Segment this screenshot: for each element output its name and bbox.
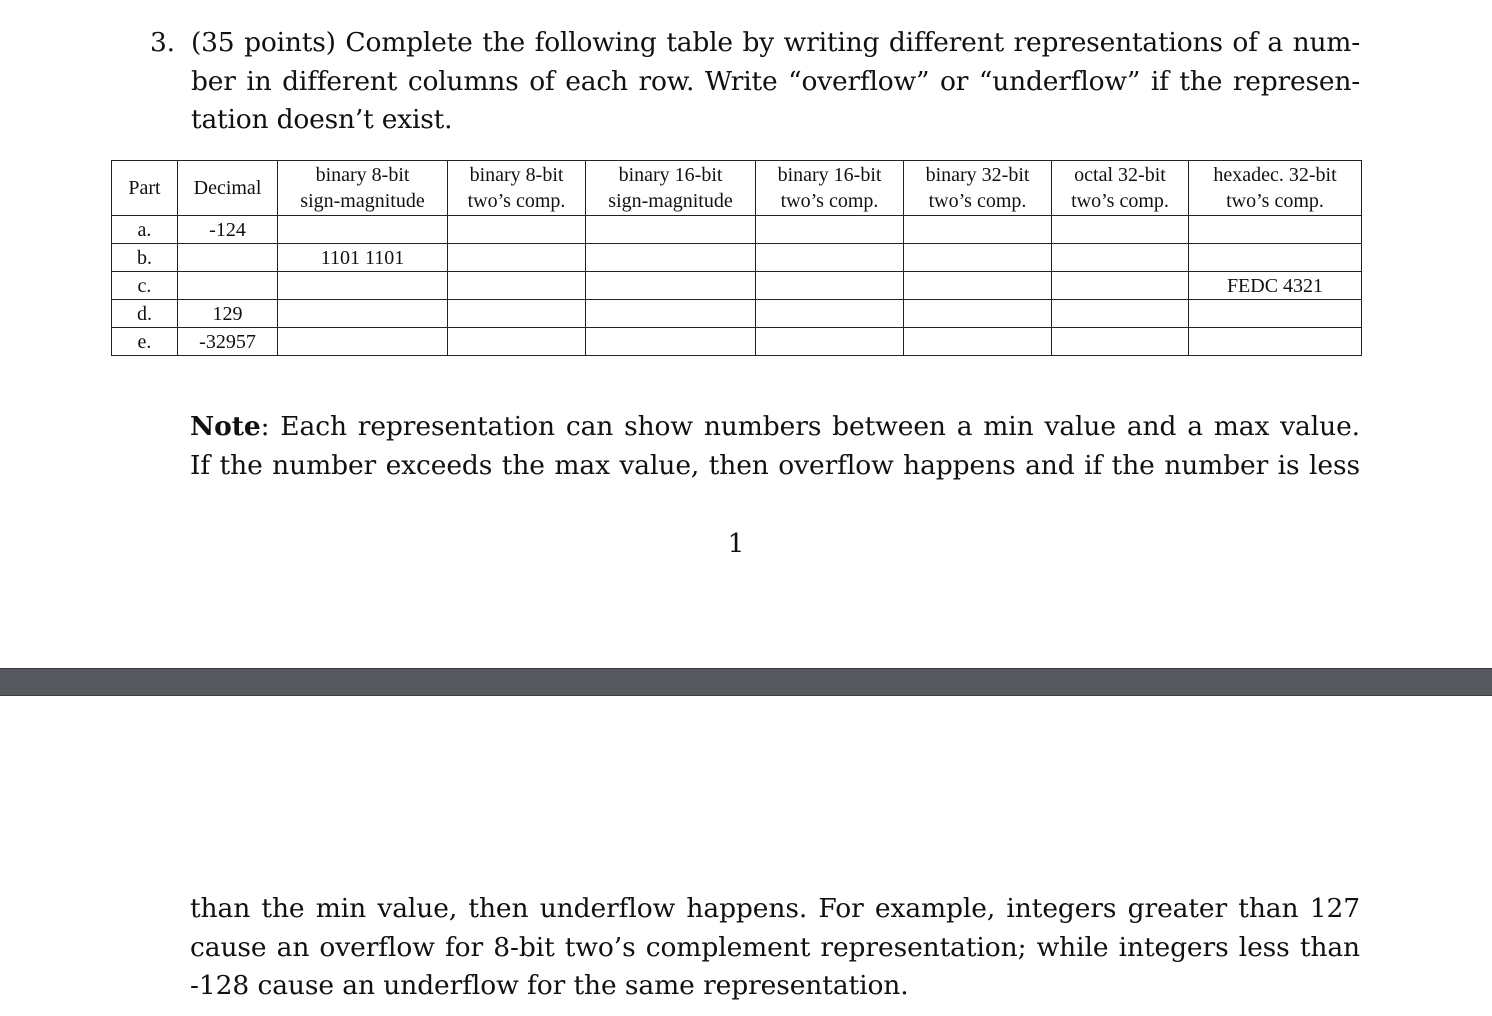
note-text-line-1: : Each representation can show numbers between a min value and a max value. xyxy=(260,411,1360,442)
decimal-cell[interactable]: 129 xyxy=(178,300,278,328)
question-number: 3. xyxy=(150,27,175,58)
note-paragraph xyxy=(190,408,1360,485)
table-header-cell xyxy=(1189,161,1362,216)
representation-cell[interactable] xyxy=(1189,328,1362,356)
representation-cell[interactable] xyxy=(904,272,1052,300)
continued-line-3: -128 cause an underflow for the same representation. xyxy=(190,970,909,1001)
representation-cell[interactable] xyxy=(1189,300,1362,328)
table-row xyxy=(112,216,1362,244)
question-text-line-1: (35 points) Complete the following table by writing different representations of a num- xyxy=(191,27,1360,58)
representation-cell[interactable] xyxy=(904,244,1052,272)
note-text-line-2: If the number exceeds the max value, then overflow happens and if the number is less xyxy=(190,449,1360,481)
part-cell: e. xyxy=(112,328,178,356)
page-2 xyxy=(0,696,1492,1016)
table-body xyxy=(112,216,1362,356)
representation-cell[interactable] xyxy=(1052,244,1189,272)
table-header-line-1: binary 16-bit xyxy=(618,164,723,186)
note-label: Note xyxy=(190,411,261,442)
table-header-line-1: hexadec. 32-bit xyxy=(1213,164,1337,186)
table-header-line-1: binary 8-bit xyxy=(469,164,564,186)
table-row xyxy=(112,300,1362,328)
representation-cell[interactable] xyxy=(448,244,586,272)
table-header-line-1: octal 32-bit xyxy=(1074,164,1166,186)
table-header-line-2: sign-magnitude xyxy=(300,190,425,212)
table-row xyxy=(112,328,1362,356)
table-header-line-2: two’s comp. xyxy=(467,190,566,212)
representation-cell[interactable] xyxy=(1189,244,1362,272)
representation-cell[interactable] xyxy=(904,216,1052,244)
table-header-line-2: two’s comp. xyxy=(780,190,879,212)
part-cell: c. xyxy=(112,272,178,300)
representation-cell[interactable] xyxy=(756,328,904,356)
table-header-line-1: Decimal xyxy=(193,177,262,199)
representation-cell[interactable] xyxy=(448,328,586,356)
representation-cell[interactable] xyxy=(278,272,448,300)
continued-line-2: cause an overflow for 8-bit two’s complement representation; while integers less than xyxy=(190,931,1360,963)
representation-cell[interactable]: 1101 1101 xyxy=(278,244,448,272)
question-text-line-2: ber in different columns of each row. Write “overflow” or “underflow” if the represen- xyxy=(191,65,1360,97)
table-header-cell xyxy=(178,161,278,216)
representation-cell[interactable] xyxy=(448,272,586,300)
table-header-cell xyxy=(112,161,178,216)
continued-paragraph xyxy=(190,890,1360,1006)
representation-cell[interactable] xyxy=(278,300,448,328)
table-header-line-1: Part xyxy=(128,177,161,199)
table-row xyxy=(112,244,1362,272)
representation-table xyxy=(111,160,1362,356)
representation-cell[interactable] xyxy=(904,328,1052,356)
representation-cell[interactable] xyxy=(756,300,904,328)
representation-cell[interactable] xyxy=(1052,272,1189,300)
representation-cell[interactable] xyxy=(756,244,904,272)
table-header-cell xyxy=(1052,161,1189,216)
table-header-line-2: two’s comp. xyxy=(928,190,1027,212)
representation-cell[interactable] xyxy=(278,328,448,356)
decimal-cell[interactable] xyxy=(178,272,278,300)
representation-cell[interactable] xyxy=(756,216,904,244)
question-text xyxy=(191,24,1360,140)
representation-cell[interactable] xyxy=(448,216,586,244)
representation-cell[interactable] xyxy=(586,244,756,272)
part-cell: a. xyxy=(112,216,178,244)
table-header-cell xyxy=(278,161,448,216)
table-header-cell xyxy=(756,161,904,216)
representation-cell[interactable] xyxy=(1052,216,1189,244)
part-cell: b. xyxy=(112,244,178,272)
question-3 xyxy=(150,24,1360,140)
part-cell: d. xyxy=(112,300,178,328)
representation-cell[interactable] xyxy=(448,300,586,328)
table-header-line-2: two’s comp. xyxy=(1071,190,1169,212)
page-number: 1 xyxy=(727,528,745,559)
table-header-line-2: two’s comp. xyxy=(1226,190,1324,212)
question-text-line-3: tation doesn’t exist. xyxy=(191,104,453,135)
table-header-cell xyxy=(448,161,586,216)
decimal-cell[interactable] xyxy=(178,244,278,272)
table-header-line-2: sign-magnitude xyxy=(608,190,733,212)
representation-cell[interactable] xyxy=(586,272,756,300)
representation-cell[interactable]: FEDC 4321 xyxy=(1189,272,1362,300)
table-header-line-1: binary 8-bit xyxy=(315,164,410,186)
representation-cell[interactable] xyxy=(904,300,1052,328)
table-header-cell xyxy=(586,161,756,216)
page-separator xyxy=(0,668,1492,696)
table-header-line-1: binary 32-bit xyxy=(925,164,1030,186)
representation-cell[interactable] xyxy=(756,272,904,300)
continued-line-1: than the min value, then underflow happens. For example, integers greater than 127 xyxy=(190,893,1360,924)
decimal-cell[interactable]: -124 xyxy=(178,216,278,244)
table-header-row xyxy=(112,161,1362,216)
representation-cell[interactable] xyxy=(1052,300,1189,328)
representation-cell[interactable] xyxy=(586,328,756,356)
decimal-cell[interactable]: -32957 xyxy=(178,328,278,356)
representation-cell[interactable] xyxy=(278,216,448,244)
table-header-cell xyxy=(904,161,1052,216)
table-header-line-1: binary 16-bit xyxy=(777,164,882,186)
representation-cell[interactable] xyxy=(1189,216,1362,244)
representation-cell[interactable] xyxy=(586,300,756,328)
table-row xyxy=(112,272,1362,300)
representation-cell[interactable] xyxy=(586,216,756,244)
representation-cell[interactable] xyxy=(1052,328,1189,356)
